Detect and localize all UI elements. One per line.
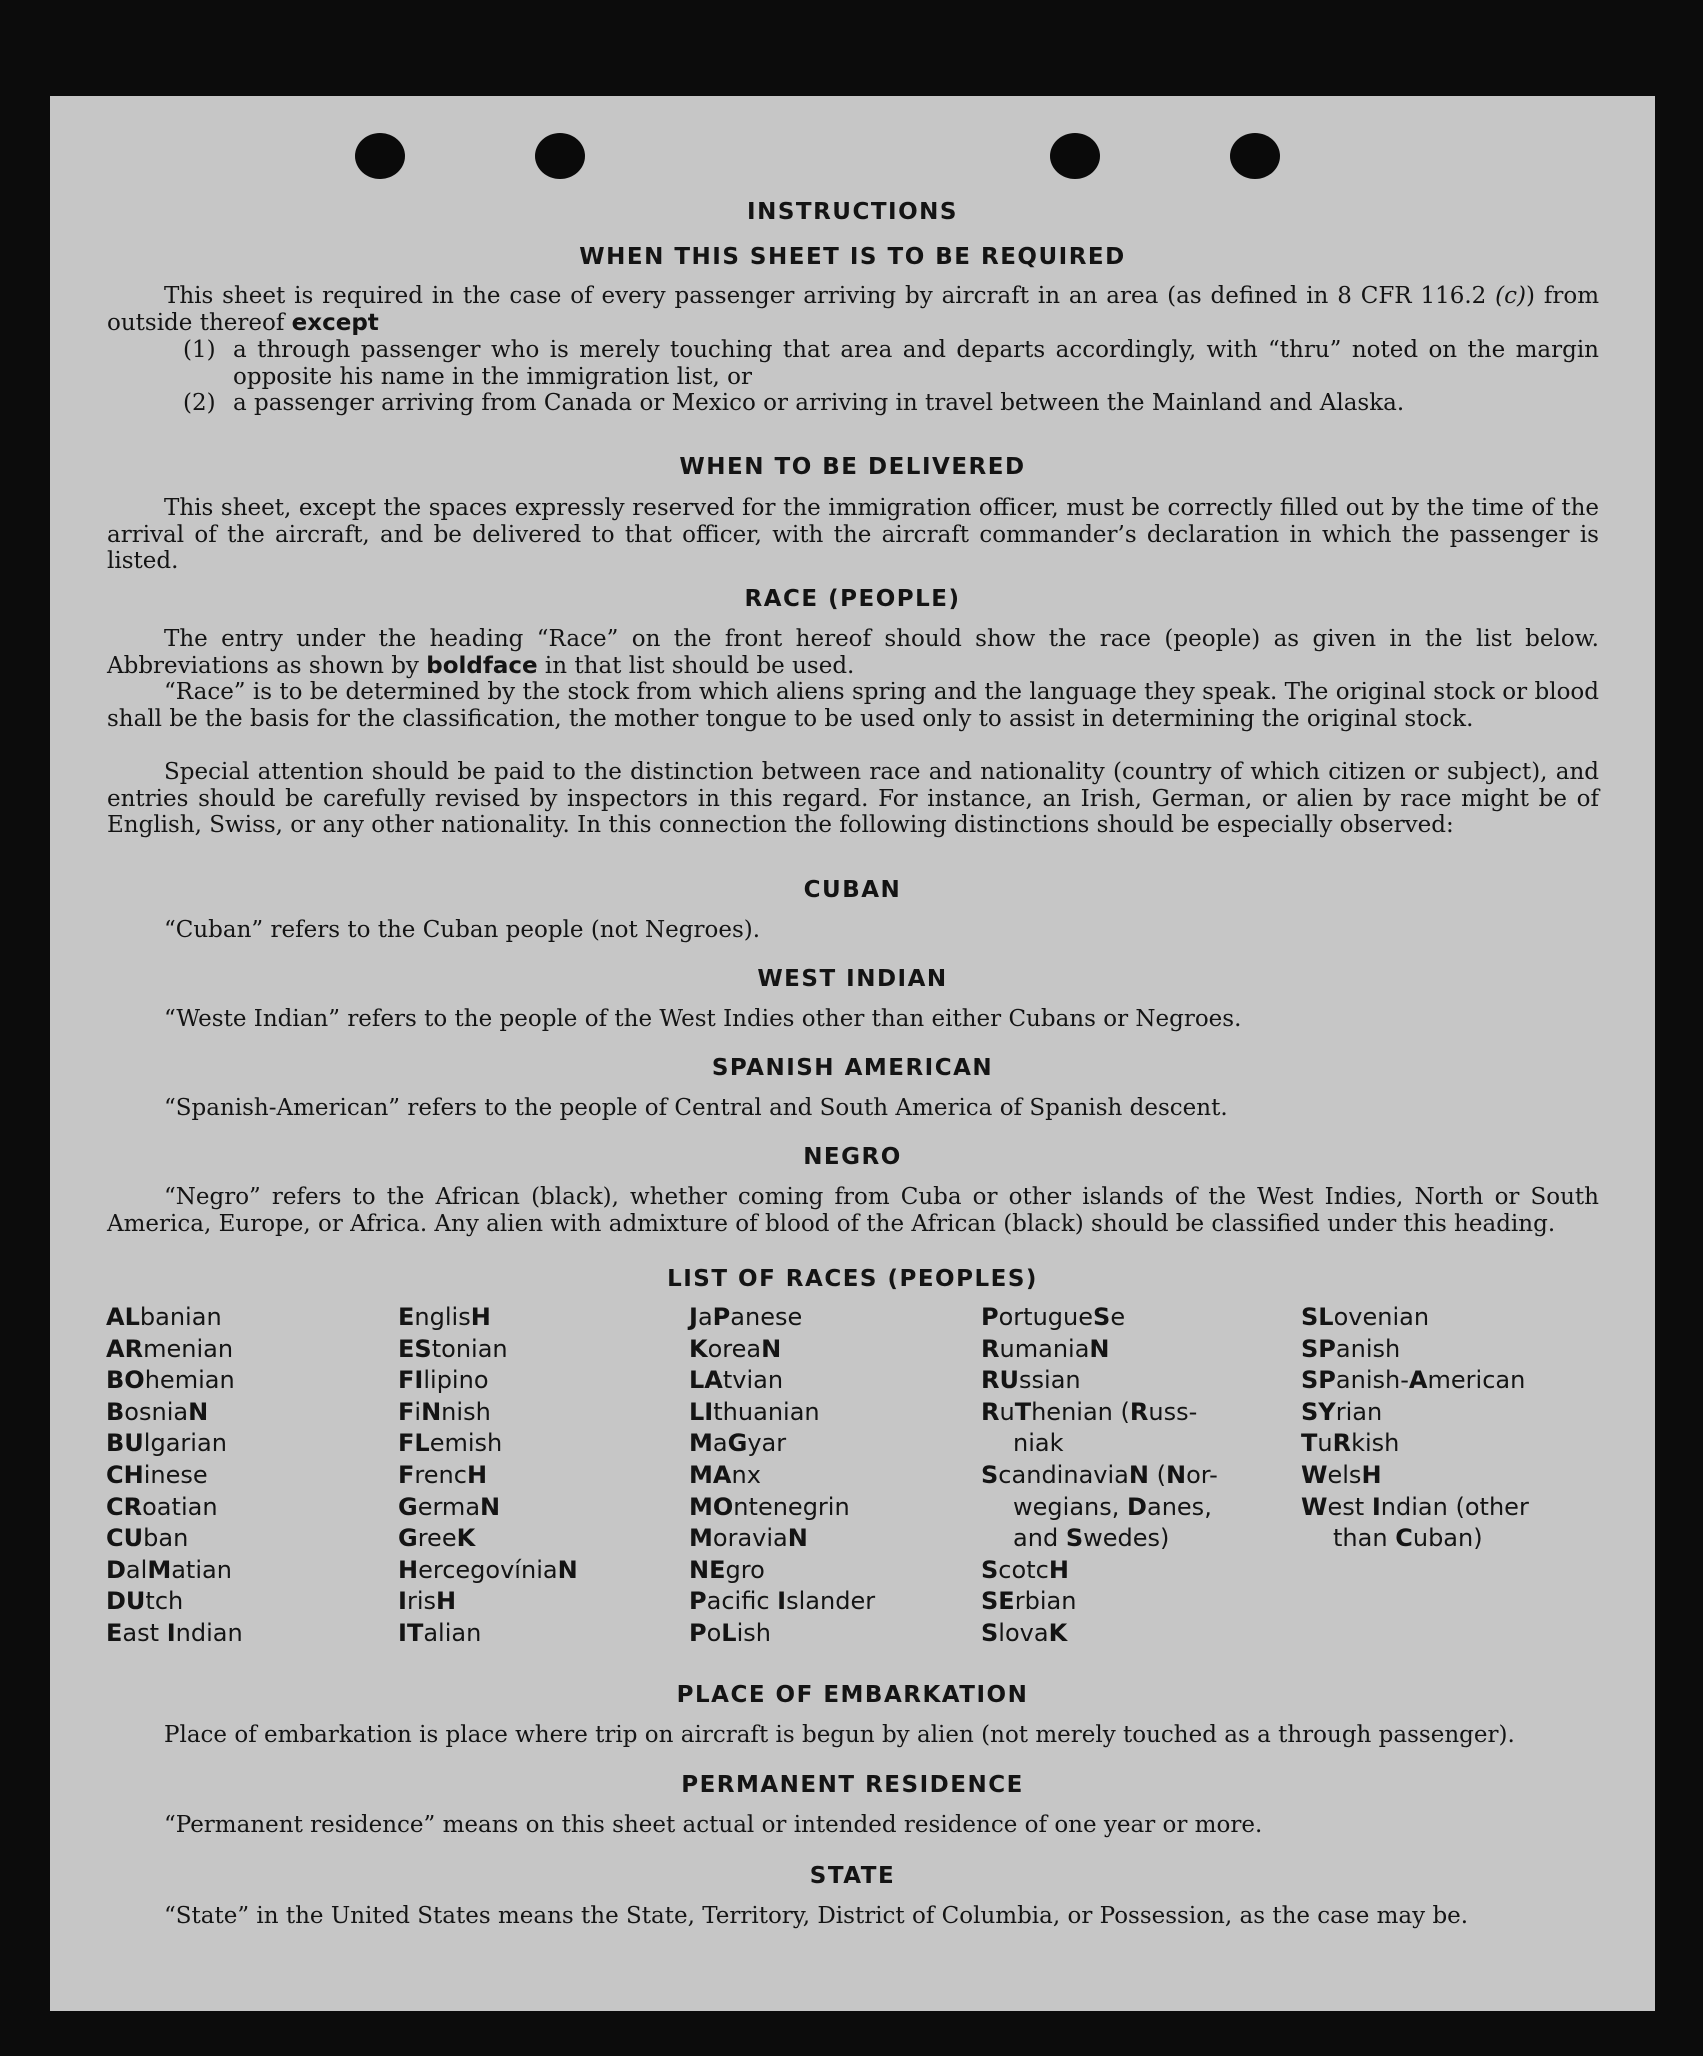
race-entry: NEgro	[689, 1555, 765, 1584]
race-entry: RumaniaN	[981, 1334, 1110, 1363]
west-indian-text: “Weste Indian” refers to the people of the West Indies other than either Cubans or Negroes.	[164, 1006, 1242, 1032]
race-column-2	[398, 1302, 578, 1650]
race-column-5	[1301, 1302, 1529, 1555]
race-entry: JaPanese	[689, 1303, 803, 1331]
heading-cuban: CUBAN	[803, 877, 902, 903]
race-entry: DUtch	[106, 1587, 184, 1616]
race-paragraph-2: “Race” is to be determined by the stock from which aliens spring and the language they speak. The original stock or blood shall be the basis for the classification, the mother tongue to be used only to assist in determining the original stock.	[107, 679, 1599, 732]
punch-hole	[1050, 133, 1100, 179]
race-entry: SLovenian	[1301, 1303, 1430, 1331]
race-entry: EnglisH	[398, 1303, 491, 1331]
race-entry: and Swedes)	[1013, 1524, 1170, 1553]
heading-residence: PERMANENT RESIDENCE	[681, 1772, 1024, 1798]
race-column-3	[689, 1302, 875, 1650]
race-entry: SPanish	[1301, 1334, 1401, 1363]
exception-item-2: (2) a passenger arriving from Canada or Mexico or arriving in travel between the Mainland and Alaska.	[183, 390, 1405, 416]
cuban-text: “Cuban” refers to the Cuban people (not Negroes).	[164, 917, 761, 943]
embarkation-text: Place of embarkation is place where trip on aircraft is begun by alien (not merely touched as a through passenger).	[164, 1722, 1515, 1748]
race-entry: ScandinaviaN (Nor-	[981, 1460, 1218, 1489]
race-paragraph-3: Special attention should be paid to the distinction between race and nationality (country of which citizen or subject), and entries should be carefully revised by inspectors in this regard. For instance, an Irish, German, or alien by race might be of English, Swiss, or any other nationality. In this connection the following distinctions should be especially observed:	[107, 759, 1599, 838]
race-entry: than Cuban)	[1333, 1524, 1483, 1553]
punch-hole	[535, 133, 585, 179]
race-entry: KoreaN	[689, 1334, 782, 1363]
heading-when-delivered: WHEN TO BE DELIVERED	[679, 454, 1026, 480]
heading-west-indian: WEST INDIAN	[757, 966, 948, 992]
race-entry: RUssian	[981, 1366, 1081, 1395]
heading-state: STATE	[809, 1863, 896, 1889]
race-entry: MAnx	[689, 1460, 761, 1489]
race-entry: ARmenian	[106, 1334, 234, 1363]
race-entry: PoLish	[689, 1618, 771, 1647]
heading-spanish-american: SPANISH AMERICAN	[711, 1055, 994, 1081]
race-entry: LIthuanian	[689, 1397, 820, 1426]
race-entry: HercegovíniaN	[398, 1555, 578, 1584]
race-entry: BOhemian	[106, 1366, 235, 1395]
except-emphasis: except	[291, 309, 379, 336]
punch-hole	[355, 133, 405, 179]
race-entry: BosniaN	[106, 1397, 209, 1426]
race-entry: West Indian (other	[1301, 1492, 1529, 1521]
race-entry: BUlgarian	[106, 1429, 227, 1458]
race-entry: IrisH	[398, 1587, 457, 1616]
race-entry: ALbanian	[106, 1303, 222, 1331]
heading-instructions: INSTRUCTIONS	[747, 199, 958, 225]
spanish-american-text: “Spanish-American” refers to the people of Central and South America of Spanish descent.	[164, 1095, 1228, 1121]
race-entry: SlovaK	[981, 1618, 1068, 1647]
negro-text: “Negro” refers to the African (black), whether coming from Cuba or other islands of the West Indies, North or South America, Europe, or Africa. Any alien with admixture of blood of the African (black) should be classified under this heading.	[107, 1184, 1599, 1237]
race-entry: East Indian	[106, 1618, 243, 1647]
race-entry: PortugueSe	[981, 1303, 1126, 1331]
race-entry: FrencH	[398, 1460, 488, 1489]
race-entry: FiNnish	[398, 1397, 491, 1426]
heading-negro: NEGRO	[803, 1144, 902, 1170]
race-entry: Pacifc Islander	[689, 1587, 876, 1616]
race-entry: SYrian	[1301, 1397, 1383, 1426]
race-entry: MoraviaN	[689, 1524, 808, 1553]
race-entry: DalMatian	[106, 1555, 232, 1584]
race-entry: FIlipino	[398, 1366, 489, 1395]
race-entry: CRoatian	[106, 1492, 218, 1521]
race-entry: CUban	[106, 1524, 189, 1553]
heading-race: RACE (PEOPLE)	[744, 586, 961, 612]
race-entry: wegians, Danes,	[1013, 1492, 1212, 1521]
race-column-1	[106, 1302, 243, 1650]
boldface-word: boldface	[426, 652, 538, 679]
punch-hole	[1230, 133, 1280, 179]
heading-when-required: WHEN THIS SHEET IS TO BE REQUIRED	[579, 244, 1126, 270]
race-entry: RuThenian (Russ-	[981, 1397, 1198, 1426]
race-paragraph-1: The entry under the heading “Race” on the front hereof should show the race (people) as given in the list below. Abbreviations as shown by boldface in that list should be used.	[107, 626, 1599, 679]
race-entry: GermaN	[398, 1492, 501, 1521]
document-page	[50, 96, 1655, 2011]
heading-list-of-races: LIST OF RACES (PEOPLES)	[667, 1266, 1038, 1292]
race-entry: niak	[1013, 1429, 1064, 1458]
race-entry: ITalian	[398, 1618, 482, 1647]
exception-item-1: (1) a through passenger who is merely touching that area and departs accordingly, with “thru” noted on the margin opposite his name in the immigration list, or	[183, 337, 1599, 390]
race-entry: MaGyar	[689, 1429, 787, 1458]
race-entry: SErbian	[981, 1587, 1077, 1616]
race-entry: WelsH	[1301, 1460, 1382, 1489]
race-entry: TuRkish	[1301, 1429, 1400, 1458]
race-entry: ScotcH	[981, 1555, 1069, 1584]
race-entry: CHinese	[106, 1460, 208, 1489]
heading-embarkation: PLACE OF EMBARKATION	[676, 1682, 1029, 1708]
race-column-4	[981, 1302, 1218, 1650]
race-entry: GreeK	[398, 1524, 476, 1553]
race-entry: MOntenegrin	[689, 1492, 850, 1521]
state-text: “State” in the United States means the State, Territory, District of Columbia, or Possession, as the case may be.	[164, 1903, 1469, 1929]
required-intro: This sheet is required in the case of every passenger arriving by aircraft in an area (as defined in 8 CFR 116.2 (c)) from outside thereof except	[107, 283, 1599, 336]
race-entry: SPanish-American	[1301, 1366, 1526, 1395]
race-entry: FLemish	[398, 1429, 503, 1458]
delivered-text: This sheet, except the spaces expressly reserved for the immigration officer, must be correctly filled out by the time of the arrival of the aircraft, and be delivered to that officer, with the aircraft commander’s declaration in which the passenger is listed.	[107, 495, 1599, 574]
race-entry: LAtvian	[689, 1366, 784, 1395]
race-entry: EStonian	[398, 1334, 508, 1363]
residence-text: “Permanent residence” means on this sheet actual or intended residence of one year or more.	[164, 1812, 1263, 1838]
